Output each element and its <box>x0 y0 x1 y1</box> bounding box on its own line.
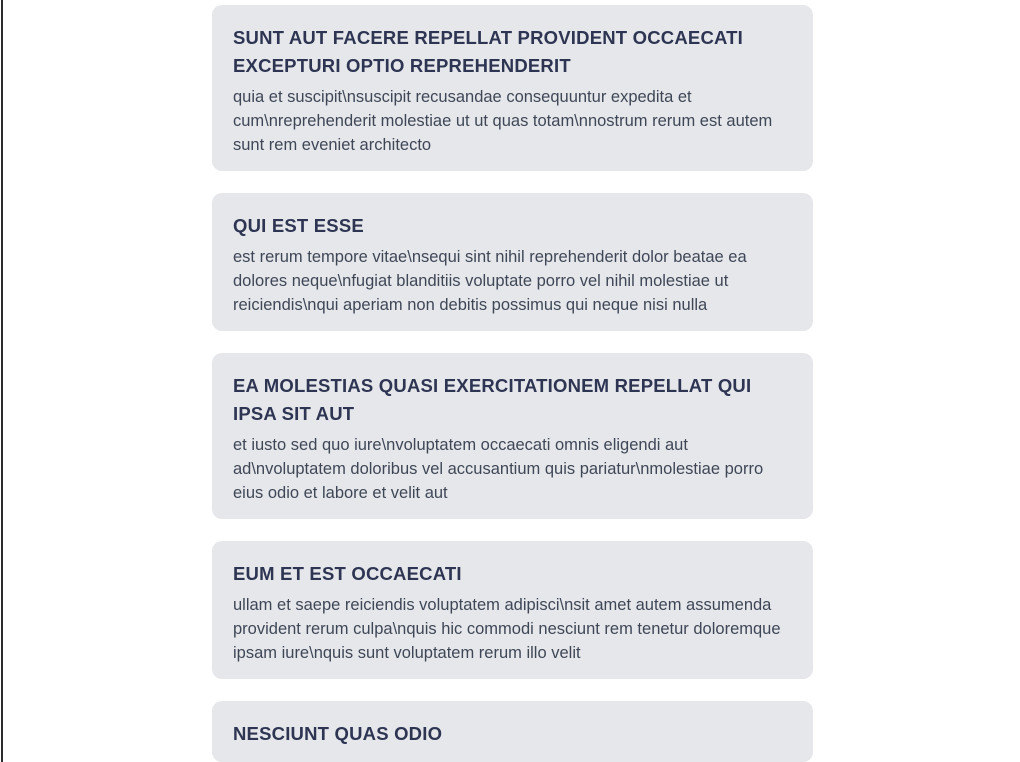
post-body: quia et suscipit\nsuscipit recusandae consequuntur expedita et cum\nreprehenderit molestiae ut ut quas totam\nnostrum rerum est autem sunt rem eveniet architecto <box>233 88 773 154</box>
left-window-border <box>1 0 3 762</box>
post-card[interactable] <box>212 701 813 762</box>
post-body: ullam et saepe reiciendis voluptatem adipisci\nsit amet autem assumenda provident rerum culpa\nquis hic commodi nesciunt rem tenetur doloremque ipsam iure\nquis sunt voluptatem rerum illo velit <box>233 596 781 662</box>
post-card[interactable] <box>212 541 813 679</box>
post-title: EA MOLESTIAS QUASI EXERCITATIONEM REPELLAT QUI IPSA SIT AUT <box>233 375 752 424</box>
post-list <box>212 5 813 762</box>
post-body: et iusto sed quo iure\nvoluptatem occaecati omnis eligendi aut ad\nvoluptatem doloribus vel accusantium quis pariatur\nmolestiae porro eius odio et labore et velit aut <box>233 436 764 502</box>
post-card[interactable] <box>212 5 813 171</box>
post-body: est rerum tempore vitae\nsequi sint nihil reprehenderit dolor beatae ea dolores neque\nfugiat blanditiis voluptate porro vel nihil molestiae ut reiciendis\nqui aperiam non debitis possimus qui neque nisi nulla <box>233 248 747 314</box>
post-card[interactable] <box>212 193 813 331</box>
post-title: NESCIUNT QUAS ODIO <box>233 723 443 744</box>
post-card[interactable] <box>212 353 813 519</box>
post-title: QUI EST ESSE <box>233 215 364 236</box>
post-title: EUM ET EST OCCAECATI <box>233 563 462 584</box>
post-title: SUNT AUT FACERE REPELLAT PROVIDENT OCCAECATI EXCEPTURI OPTIO REPREHENDERIT <box>233 27 744 76</box>
